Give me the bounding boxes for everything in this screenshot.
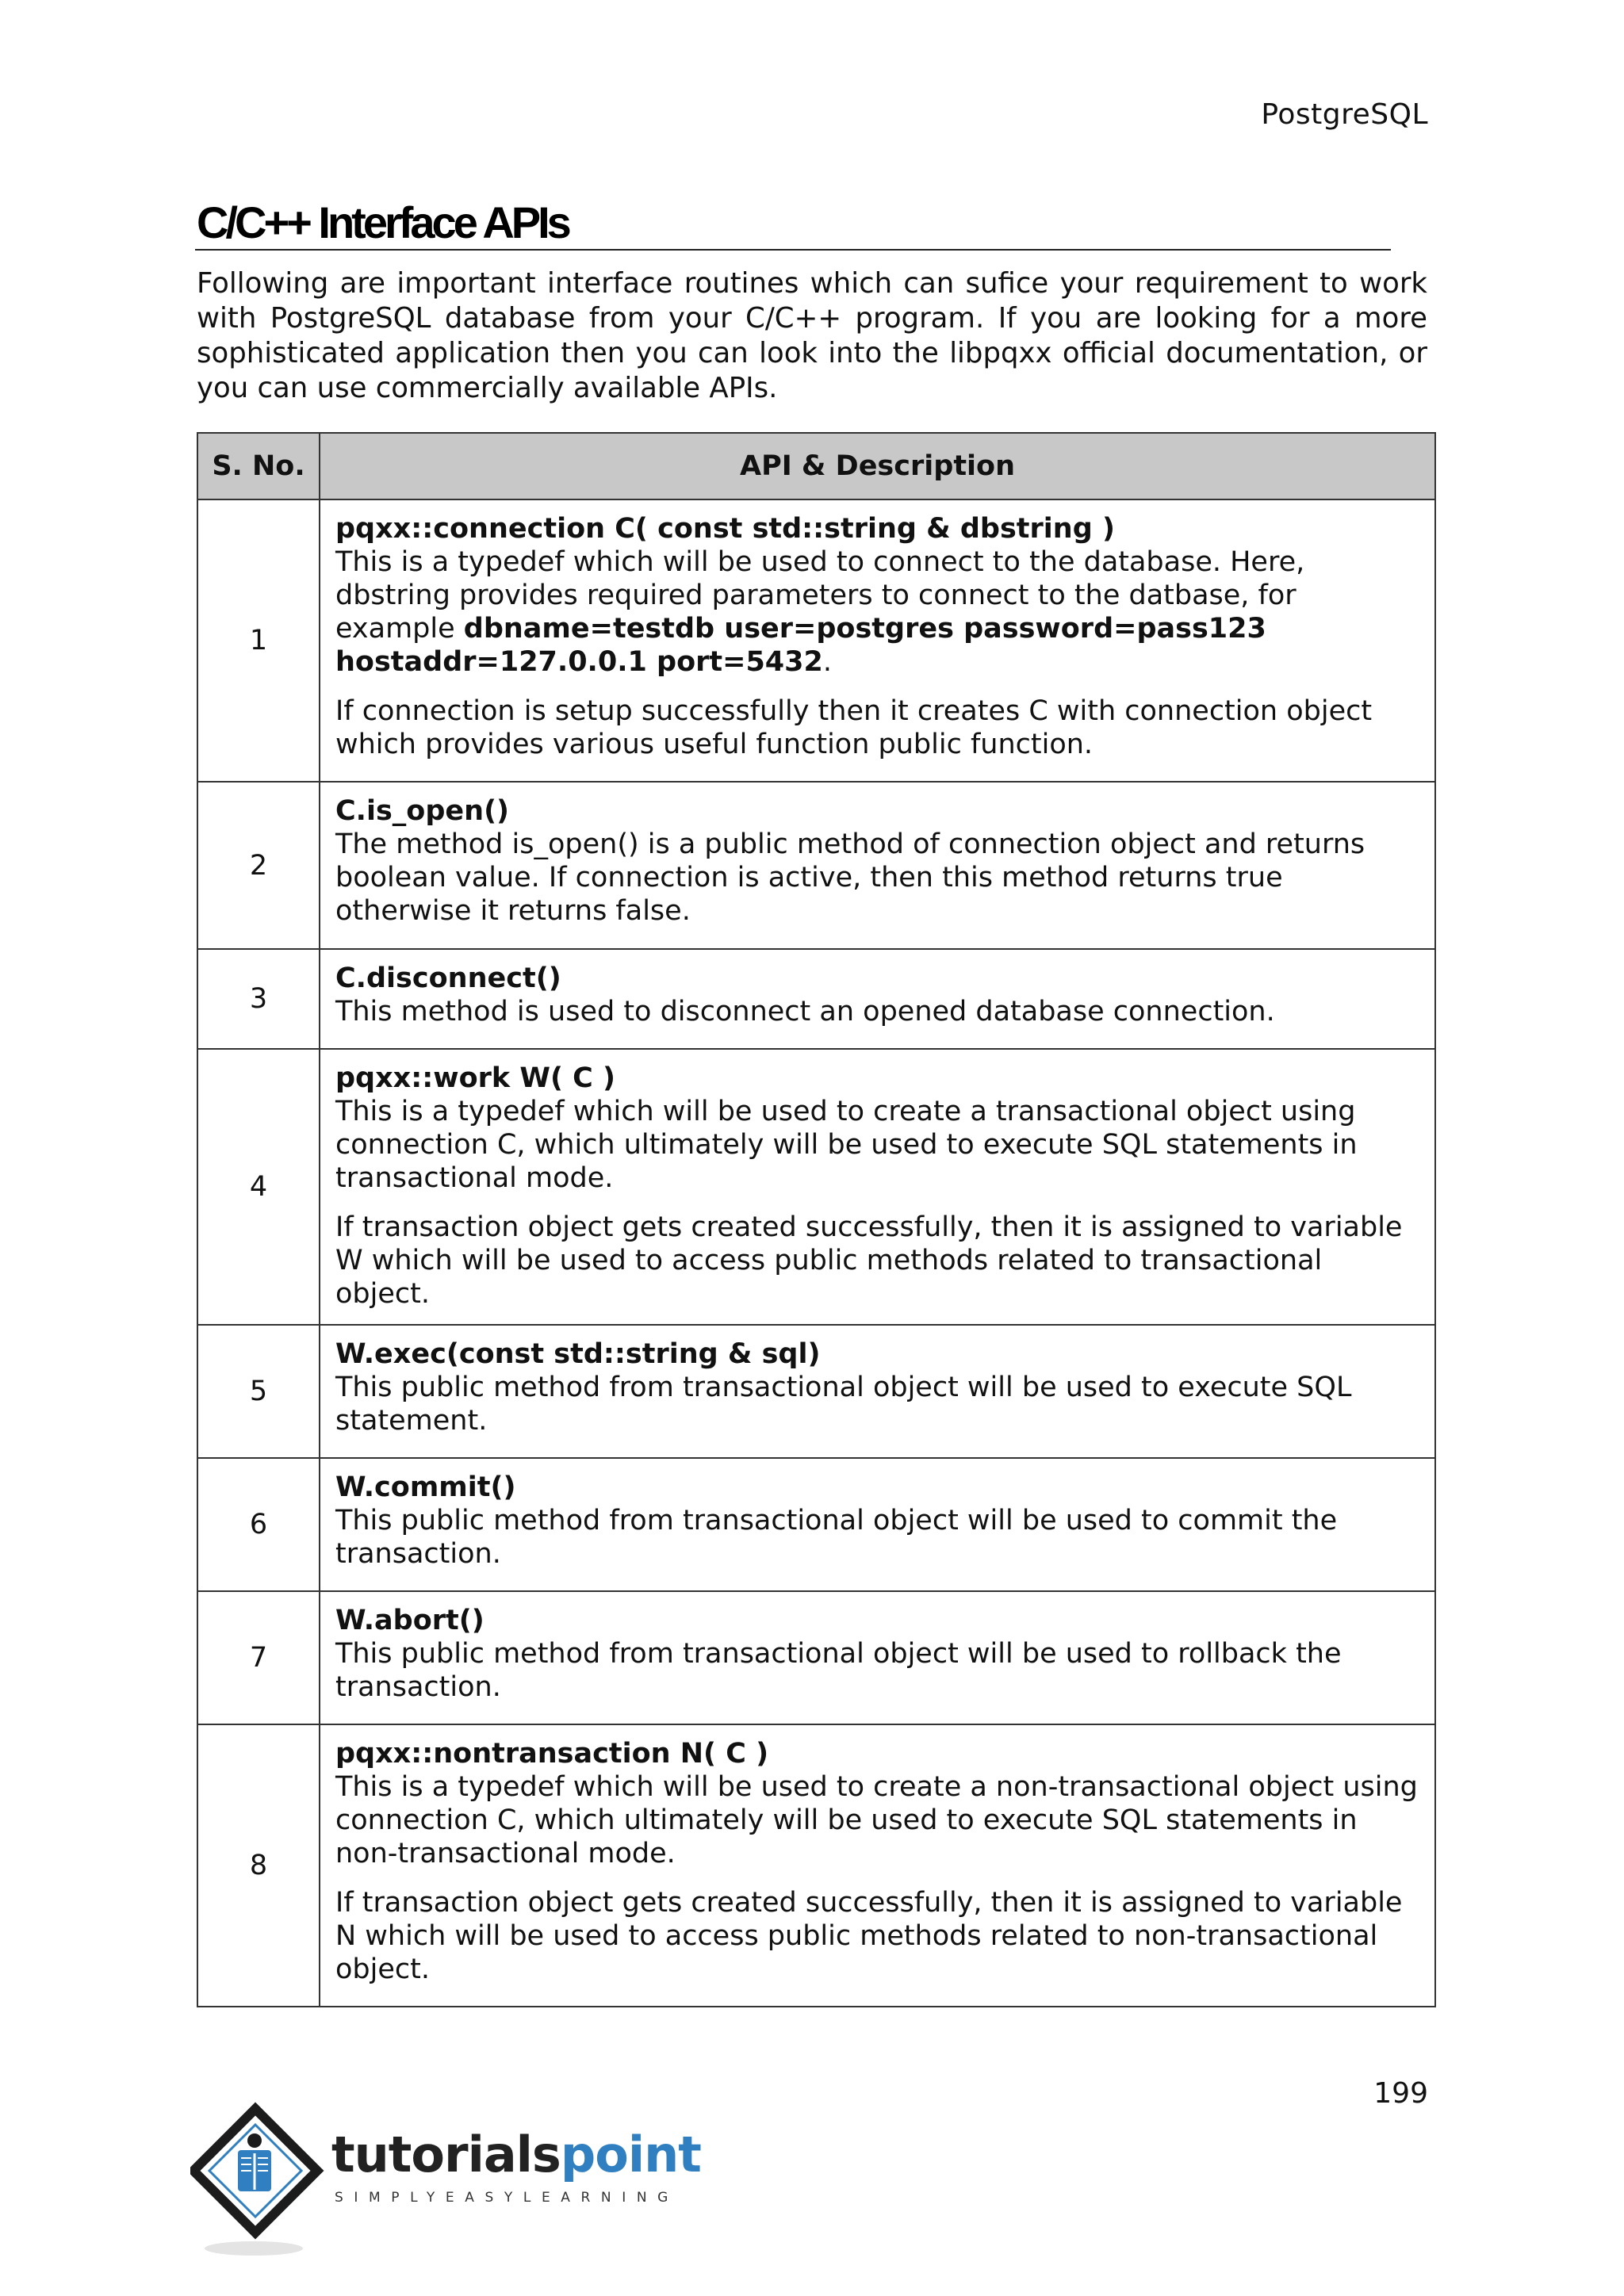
row-description	[320, 1458, 1435, 1591]
api-extra-text: If transaction object gets created successfully, then it is assigned to variable W which will be used to access public methods related to transactional object.	[335, 1211, 1403, 1310]
table-header-row	[197, 433, 1435, 499]
header-api-description: API & Description	[320, 433, 1435, 499]
row-number: 4	[197, 1049, 320, 1325]
api-signature: pqxx::connection C( const std::string & dbstring )	[335, 513, 1115, 545]
diamond-book-icon	[190, 2101, 333, 2260]
api-text	[335, 545, 1420, 679]
logo-tagline: SIMPLYEASYLEARNING	[335, 2190, 679, 2206]
api-text: This public method from transactional object will be used to rollback the transaction.	[335, 1638, 1342, 1703]
table-row	[197, 499, 1435, 782]
row-description	[320, 1325, 1435, 1458]
api-signature: W.abort()	[335, 1605, 485, 1636]
api-text-end: .	[822, 646, 832, 678]
api-signature: C.disconnect()	[335, 962, 561, 994]
row-number: 8	[197, 1724, 320, 2007]
api-signature: W.commit()	[335, 1471, 516, 1503]
table-row	[197, 949, 1435, 1049]
intro-paragraph: Following are important interface routines which can sufice your requirement to work with PostgreSQL database from your C/C++ program. If you are looking for a more sophisticated application then you can look into the libpqxx official documentation, or you can use commercially available APIs.	[197, 267, 1427, 404]
api-text: This is a typedef which will be used to create a transactional object using connection C, which ultimately will be used to execute SQL statements in transactional mode.	[335, 1096, 1358, 1194]
row-description	[320, 1591, 1435, 1724]
title-divider	[195, 249, 1391, 251]
api-text: This public method from transactional object will be used to commit the transaction.	[335, 1505, 1338, 1570]
header-sno: S. No.	[197, 433, 320, 499]
row-number: 1	[197, 499, 320, 782]
table-row	[197, 1049, 1435, 1325]
row-description	[320, 1724, 1435, 2007]
api-signature: C.is_open()	[335, 795, 510, 827]
table-row	[197, 1325, 1435, 1458]
row-number: 7	[197, 1591, 320, 1724]
row-description	[320, 1049, 1435, 1325]
row-number: 2	[197, 782, 320, 949]
api-text: This public method from transactional object will be used to execute SQL statement.	[335, 1372, 1352, 1437]
row-description	[320, 782, 1435, 949]
logo-wordmark	[331, 2127, 701, 2183]
api-text: This method is used to disconnect an opened database connection.	[335, 996, 1275, 1027]
api-extra-text: If transaction object gets created successfully, then it is assigned to variable N which will be used to access public methods related to non-transactional object.	[335, 1887, 1403, 1985]
page-number: 199	[1373, 2077, 1428, 2110]
row-description	[320, 949, 1435, 1049]
table-row	[197, 1591, 1435, 1724]
api-table	[197, 432, 1436, 2007]
row-number: 6	[197, 1458, 320, 1591]
api-signature: pqxx::nontransaction N( C )	[335, 1738, 769, 1770]
table-row	[197, 782, 1435, 949]
tutorialspoint-logo	[190, 2101, 701, 2260]
section-title: C/C++ Interface APIs	[197, 197, 569, 247]
running-header: PostgreSQL	[1261, 98, 1428, 131]
api-text: This is a typedef which will be used to create a non-transactional object using connection C, which ultimately will be used to execute SQL statements in non-transactional mode.	[335, 1771, 1418, 1869]
table-row	[197, 1458, 1435, 1591]
api-signature: pqxx::work W( C )	[335, 1062, 616, 1094]
logo-word-tutorials: tutorials	[331, 2126, 561, 2183]
connection-string-example: dbname=testdb user=postgres password=pass123 hostaddr=127.0.0.1 port=5432	[335, 613, 1266, 678]
api-text: The method is_open() is a public method of connection object and returns boolean value. If connection is active, then this method returns true otherwise it returns false.	[335, 828, 1365, 927]
row-number: 3	[197, 949, 320, 1049]
logo-word-point: point	[560, 2126, 701, 2183]
api-text-part: This is a typedef which will be used to connect to the database. Here, dbstring provides required parameters to connect to the datbase, for example	[335, 546, 1305, 645]
row-description	[320, 499, 1435, 782]
row-number: 5	[197, 1325, 320, 1458]
table-row	[197, 1724, 1435, 2007]
api-signature: W.exec(const std::string & sql)	[335, 1338, 821, 1370]
api-extra-text: If connection is setup successfully then it creates C with connection object which provides various useful function public function.	[335, 695, 1373, 760]
